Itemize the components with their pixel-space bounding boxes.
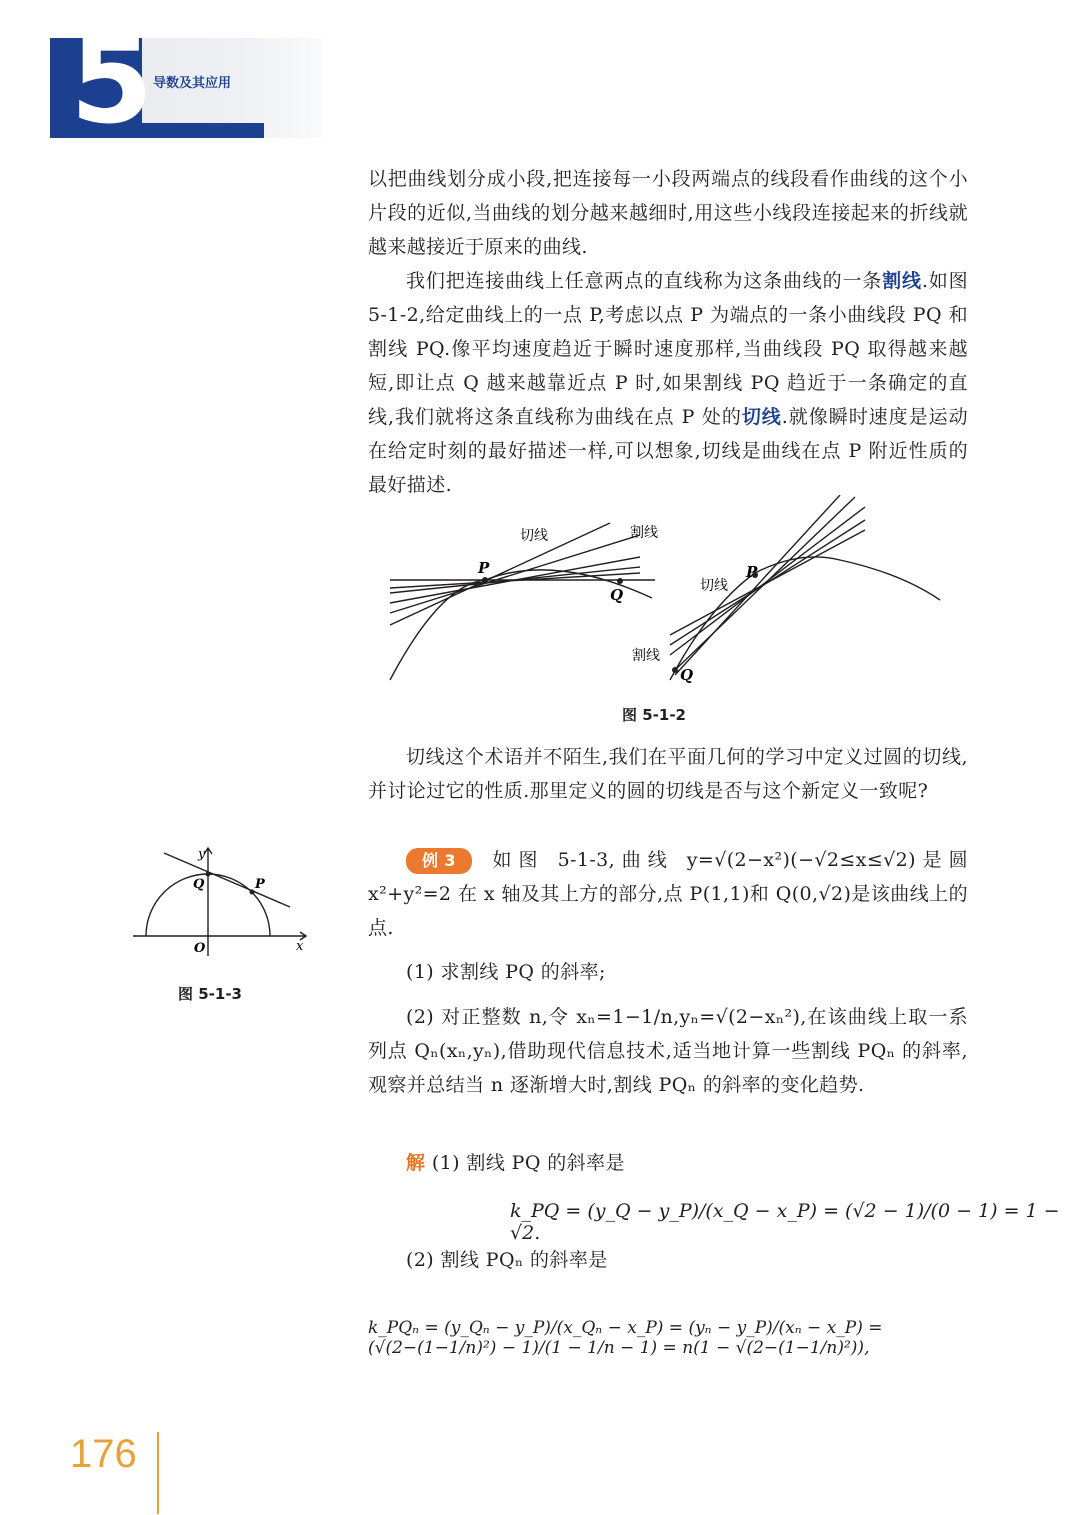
solution-step-1: (1) 割线 PQ 的斜率是 [431,1152,625,1174]
secant-line [164,853,290,907]
solution-part-1 [368,1146,968,1180]
right-label-p: P [746,563,758,581]
example-statement [368,843,968,945]
left-tangent-label: 切线 [520,528,548,544]
page-number: 176 [70,1432,137,1476]
left-point-q [617,578,623,584]
solution-step-2: (2) 割线 PQₙ 的斜率是 [406,1249,608,1271]
term-secant: 割线 [882,270,922,292]
definition-text-a: 我们把连接曲线上任意两点的直线称为这条曲线的一条 [406,270,883,292]
example-text: 如图 5-1-3,曲线 y=√(2−x²)(−√2≤x≤√2)是圆 x²+y²=2 在 x 轴及其上方的部分,点 P(1,1)和 Q(0,√2)是该曲线上的点. [368,849,968,939]
definition-text-c: .就像瞬时速度是运动在给定时刻的最好描述一样,可以想象,切线是曲线在点 P 附近性质的最好描述. [368,406,968,496]
right-label-q: Q [680,666,694,684]
page-number-rule [157,1432,159,1514]
fig3-axis-x: x [296,939,304,954]
chapter-number: 5 [70,12,154,151]
left-label-q: Q [610,586,624,604]
solution-label: 解 [406,1152,426,1174]
figure-5-1-2-caption: 图 5-1-2 [622,706,686,724]
chapter-title: 导数及其应用 [153,76,232,91]
fig3-point-q: Q [193,877,205,892]
chapter-header-strip [142,123,264,138]
fig3-point-p: P [255,877,265,892]
fig3-axis-y: y [198,847,206,862]
example-badge: 例 3 [406,848,472,874]
figure-5-1-3 [128,840,318,965]
paragraph-definition [368,264,968,502]
left-point-p [482,577,488,583]
paragraph-circle-tangent: 切线这个术语并不陌生,我们在平面几何的学习中定义过圆的切线,并讨论过它的性质.那里定义的圆的切线是否与这个新定义一致呢? [368,746,968,802]
figure-5-1-2 [380,495,960,690]
definition-text-b: .如图 5-1-2,给定曲线上的一点 P,考虑以点 P 为端点的一条小曲线段 PQ 和割线 PQ.像平均速度趋近于瞬时速度那样,当曲线段 PQ 取得越来越短,即让点 Q 越来越靠近点 P 时,如果割线 PQ 趋近于一条确定的直线,我们就将这条直线称为曲线在点 P 处的 [368,270,968,428]
formula-slope-pq: k_PQ = (y_Q − y_P)/(x_Q − x_P) = (√2 − 1)/(0 − 1) = 1 − √2. [510,1200,1060,1244]
right-secant-label: 割线 [632,648,660,664]
formula-slope-pqn: k_PQₙ = (y_Qₙ − y_P)/(x_Qₙ − x_P) = (yₙ − y_P)/(xₙ − x_P) = (√(2−(1−1/n)²) − 1)/(1 − 1/n − 1) = n(1 − √(2−(1−1/n)²)), [368,1318,883,1358]
left-label-p: P [478,559,490,577]
right-tangent-label: 切线 [700,578,728,594]
paragraph-intro: 以把曲线划分成小段,把连接每一小段两端点的线段看作曲线的这个小片段的近似,当曲线的划分越来越细时,用这些小线段连接起来的折线就越来越接近于原来的曲线. [368,168,968,258]
figure-5-1-3-caption: 图 5-1-3 [178,985,242,1003]
example-question-2: (2) 对正整数 n,令 xₙ=1−1/n,yₙ=√(2−xₙ²),在该曲线上取一系列点 Qₙ(xₙ,yₙ),借助现代信息技术,适当地计算一些割线 PQₙ 的斜率,观察并总结当 n 逐渐增大时,割线 PQₙ 的斜率的变化趋势. [368,1006,968,1096]
left-secant-label: 割线 [630,525,658,541]
example-question-1: (1) 求割线 PQ 的斜率; [406,961,606,983]
term-tangent: 切线 [741,406,782,428]
right-point-q [672,667,678,673]
fig3-origin: O [194,941,206,956]
